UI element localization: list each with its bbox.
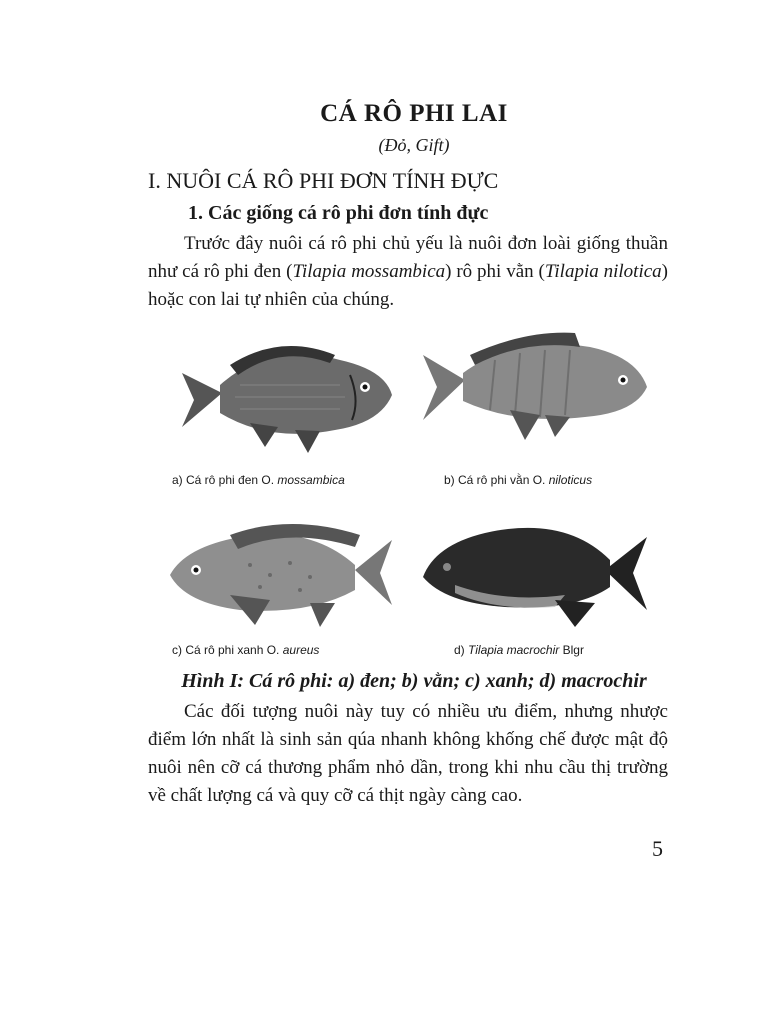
species-name-mossambica: Tilapia mossambica (292, 261, 446, 282)
subsection-heading: 1. Các giống cá rô phi đơn tính đực (188, 202, 489, 224)
figure-label-b-species: niloticus (548, 473, 593, 487)
figure-label-d-suffix: Blgr (559, 643, 584, 657)
figure-label-a-prefix: a) Cá rô phi đen O. (172, 473, 278, 487)
figure-label-d-prefix: d) (454, 643, 469, 657)
page-title: CÁ RÔ PHI LAI (320, 100, 508, 127)
paragraph-drawbacks (148, 698, 668, 810)
section-heading: I. NUÔI CÁ RÔ PHI ĐƠN TÍNH ĐỰC (148, 168, 499, 193)
page-number: 5 (652, 836, 663, 861)
fish-illustration-niloticus (415, 325, 655, 445)
figure-label-c-species: aureus (282, 643, 320, 657)
figure-caption: Hình I: Cá rô phi: a) đen; b) vằn; c) xanh; d) macrochir (181, 670, 647, 692)
fish-aureus-icon (160, 515, 400, 635)
paragraph-intro-text-1: Trước đây nuôi cá rô phi chủ yếu là nuôi đơn loài giống thuần như cá rô phi đen ( (148, 233, 668, 282)
figure-label-a (172, 473, 345, 487)
fish-illustration-aureus (160, 515, 400, 635)
figure-label-b-prefix: b) Cá rô phi vằn O. (444, 473, 549, 487)
fish-mossambica-icon (160, 335, 400, 455)
figure-label-c (172, 643, 319, 657)
figure-label-b (444, 473, 592, 487)
figure-label-c-prefix: c) Cá rô phi xanh O. (172, 643, 283, 657)
fish-illustration-mossambica (160, 335, 400, 455)
fish-macrochir-icon (415, 515, 655, 635)
fish-illustration-macrochir (415, 515, 655, 635)
authors-line: (Đỏ, Gift) (378, 135, 450, 155)
figure-label-a-species: mossambica (277, 473, 345, 487)
paragraph-intro-text-2: ) rô phi vằn ( (445, 261, 545, 282)
paragraph-drawbacks-text: Các đối tượng nuôi này tuy có nhiều ưu điểm, nhưng nhược điểm lớn nhất là sinh sản qúa nhanh không khống chế được mật độ nuôi nên cỡ cá thương phẩm nhỏ dần, trong khi nhu cầu thị trường về chất lượng cá và quy cỡ cá thịt ngày càng cao. (148, 701, 668, 806)
figure-label-d-species: Tilapia macrochir (468, 643, 560, 657)
species-name-nilotica: Tilapia nilotica (544, 261, 662, 282)
paragraph-intro-text-3: ) hoặc con lai tự nhiên của chúng. (148, 261, 668, 310)
figure-label-d (454, 643, 584, 657)
fish-niloticus-icon (415, 325, 655, 445)
paragraph-intro (148, 230, 668, 314)
